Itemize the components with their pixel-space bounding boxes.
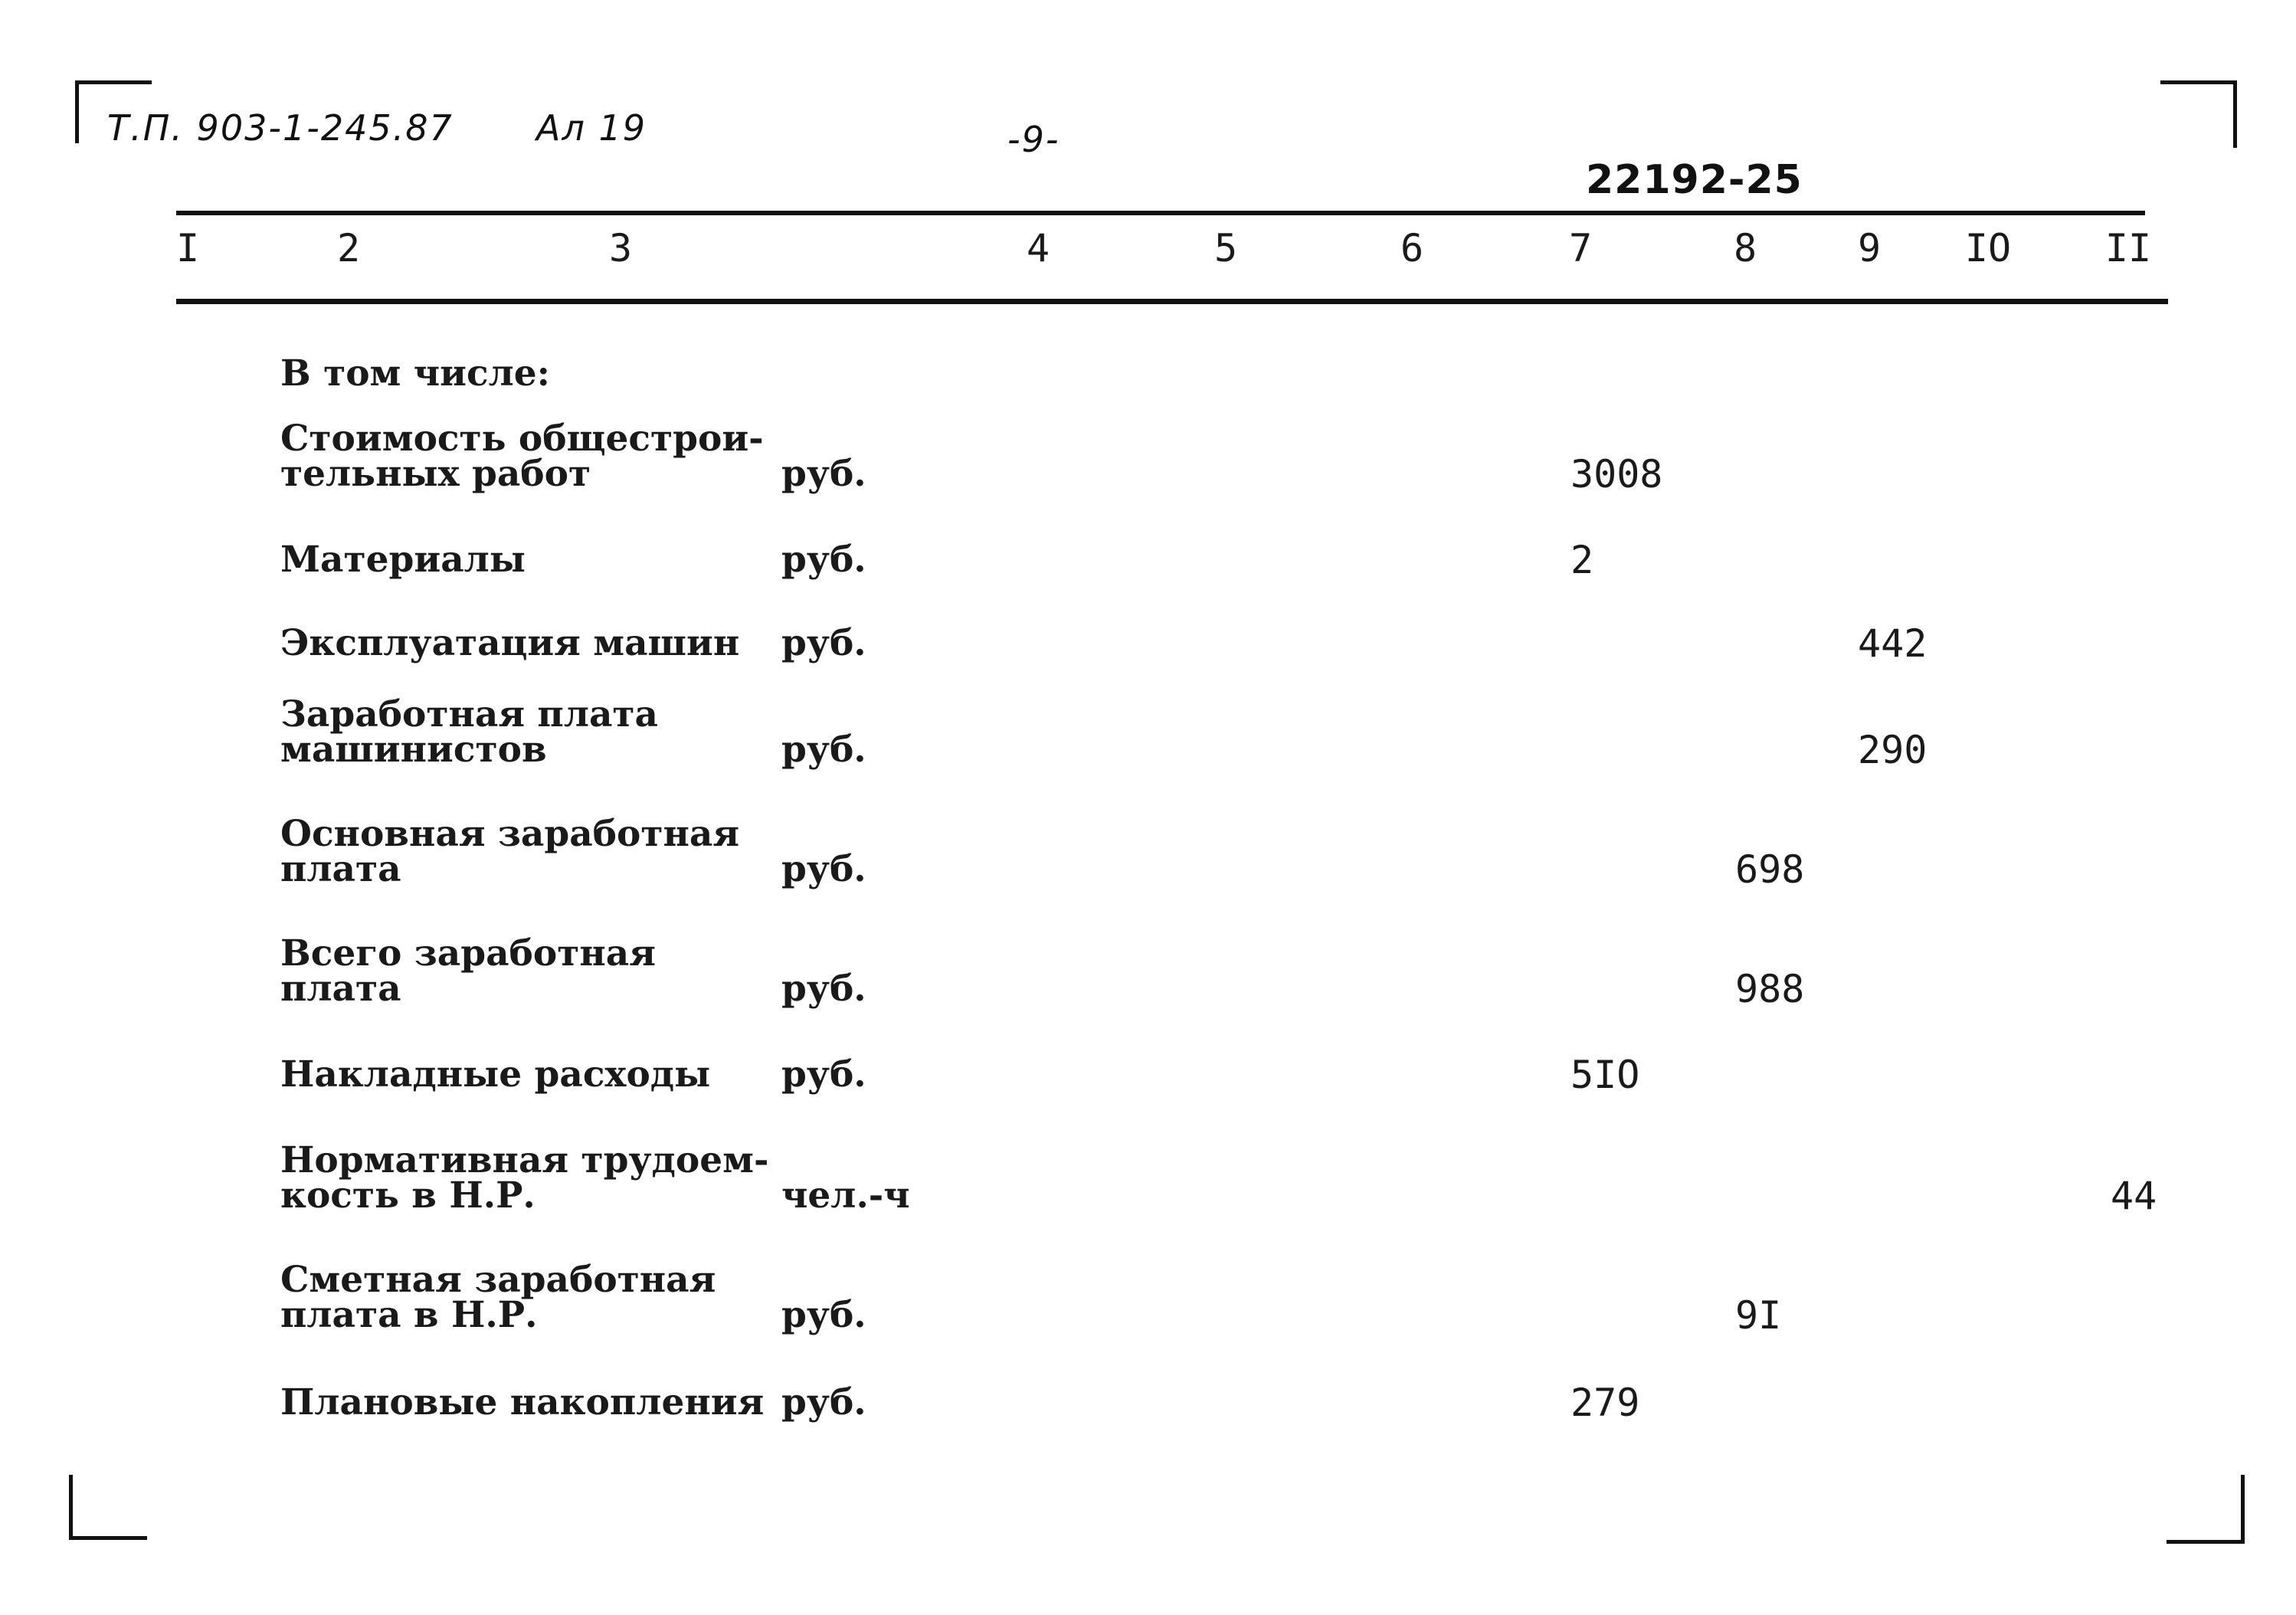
row-label: Материалы — [280, 539, 526, 581]
corner-mark-bottom-right-horizontal — [2167, 1540, 2245, 1544]
row-unit: руб. — [781, 848, 866, 890]
sheet-number: Ал 19 — [536, 107, 647, 149]
column-number: 3 — [608, 226, 633, 270]
document-code: Т.П. 903-1-245.87 — [107, 107, 454, 149]
column-number: II — [2104, 226, 2152, 270]
row-value-col7: 5IO — [1571, 1053, 1640, 1097]
column-number: 4 — [1026, 226, 1050, 270]
row-value-col9: 442 — [1858, 621, 1928, 666]
column-number: I — [175, 226, 200, 270]
row-unit: руб. — [781, 729, 866, 771]
row-unit: руб. — [781, 453, 866, 495]
page-number: -9- — [1007, 119, 1060, 160]
row-label: Всего заработная плата — [280, 932, 656, 1010]
corner-mark-top-right-vertical — [2233, 80, 2237, 148]
row-label: Основная заработная плата — [280, 813, 740, 890]
section-intro: В том числе: — [280, 352, 551, 395]
corner-mark-bottom-right-vertical — [2241, 1475, 2245, 1544]
row-unit: руб. — [781, 622, 866, 664]
row-value-col7: 279 — [1571, 1381, 1640, 1425]
row-value-col8: 988 — [1735, 967, 1805, 1011]
corner-mark-top-right-horizontal — [2160, 80, 2237, 84]
row-value-col9: 290 — [1858, 728, 1928, 772]
row-value-col8: 698 — [1735, 847, 1805, 892]
corner-mark-bottom-left-vertical — [69, 1475, 73, 1540]
column-number: IO — [1964, 226, 2012, 270]
row-unit: руб. — [781, 1294, 866, 1336]
inventory-stamp: 22192-25 — [1586, 157, 1803, 203]
row-unit: руб. — [781, 539, 866, 581]
table-header-bottom-rule — [176, 299, 2168, 304]
row-label: Плановые накопления — [280, 1381, 765, 1423]
row-unit: чел.-ч — [781, 1174, 910, 1217]
row-label: Сметная заработная плата в Н.Р. — [280, 1259, 716, 1336]
corner-mark-bottom-left-horizontal — [69, 1536, 147, 1540]
table-top-rule — [176, 211, 2145, 215]
row-unit: руб. — [781, 1381, 866, 1423]
row-label: Накладные расходы — [280, 1053, 711, 1096]
column-number: 7 — [1568, 226, 1593, 270]
row-value-col11: 44 — [2111, 1174, 2157, 1218]
column-number: 2 — [336, 226, 361, 270]
row-unit: руб. — [781, 1053, 866, 1096]
row-label: Стоимость общестрои- тельных работ — [280, 418, 764, 495]
row-value-col8: 9I — [1735, 1293, 1782, 1338]
row-value-col7: 2 — [1571, 538, 1594, 582]
row-label: Нормативная трудоем- кость в Н.Р. — [280, 1139, 769, 1217]
column-number: 8 — [1733, 226, 1757, 270]
row-value-col7: 3008 — [1571, 452, 1663, 496]
column-number: 5 — [1214, 226, 1238, 270]
row-label: Заработная плата машинистов — [280, 693, 658, 771]
column-number: 9 — [1857, 226, 1882, 270]
column-number: 6 — [1400, 226, 1424, 270]
row-label: Эксплуатация машин — [280, 622, 740, 664]
corner-mark-top-left-horizontal — [75, 80, 152, 84]
corner-mark-top-left-vertical — [75, 80, 79, 143]
row-unit: руб. — [781, 968, 866, 1010]
